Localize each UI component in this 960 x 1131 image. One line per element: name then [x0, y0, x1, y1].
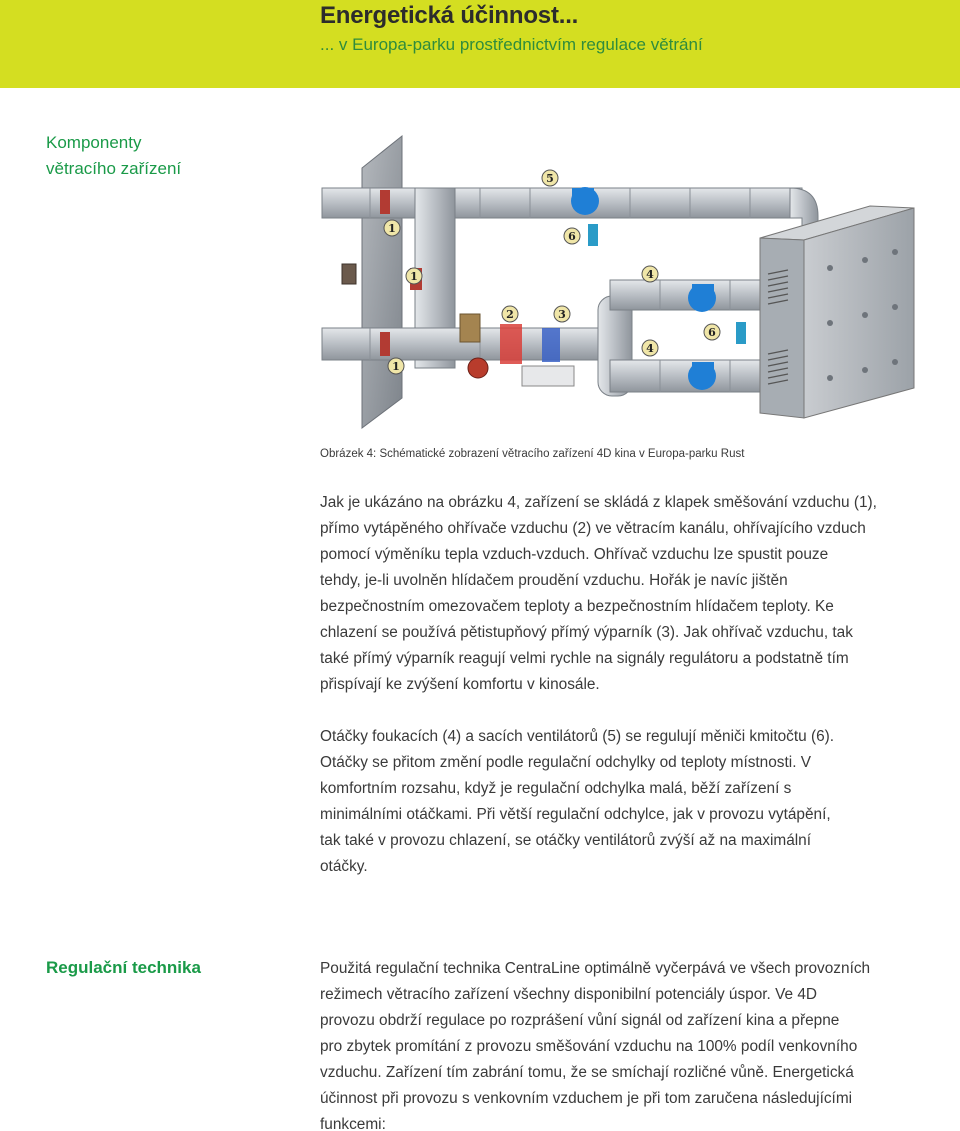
label-4a: [642, 266, 658, 282]
label-6b: [704, 324, 720, 340]
ventilation-diagram: [310, 128, 930, 440]
label-1c: [388, 358, 404, 374]
damper-icon: [380, 190, 390, 214]
evaporator-icon: [542, 328, 560, 362]
fan-icon: [688, 284, 716, 312]
heater-unit-icon: [460, 314, 480, 342]
frequency-converter-icon: [736, 322, 746, 344]
paragraph-fans: [320, 724, 920, 880]
text-line: režimech větracího zařízení všechny disponibilní potenciály úspor. Ve 4D: [320, 986, 818, 1003]
text-line: Jak je ukázáno na obrázku 4, zařízení se skládá z klapek směšování vzduchu (1),: [320, 494, 877, 511]
text-line: chlazení se používá pětistupňový přímý výparník (3). Jak ohřívač vzduchu, tak: [320, 624, 853, 641]
label-1a: [384, 220, 400, 236]
section-heading-control: Regulační technika: [46, 958, 201, 977]
label-number: 4: [646, 342, 654, 355]
label-number: 1: [410, 270, 418, 283]
label-number: 5: [546, 172, 554, 185]
fan-icon: [688, 362, 716, 390]
frequency-converter-icon: [588, 224, 598, 246]
text-line: přispívají ke zvýšení komfortu v kinosále.: [320, 676, 600, 693]
figure-caption: Obrázek 4: Schématické zobrazení větracího zařízení 4D kina v Europa-parku Rust: [320, 448, 745, 460]
section-heading-line: větracího zařízení: [46, 159, 182, 178]
label-6a: [564, 228, 580, 244]
label-number: 2: [506, 308, 514, 321]
page-title: Energetická účinnost...: [320, 2, 579, 29]
label-3: [554, 306, 570, 322]
text-line: tak také v provozu chlazení, se otáčky ventilátorů zvýší až na maximální: [320, 832, 812, 849]
label-1b: [406, 268, 422, 284]
fan-icon: [571, 187, 599, 215]
label-number: 1: [388, 222, 396, 235]
label-2: [502, 306, 518, 322]
text-line: minimálními otáčkami. Při větší regulační odchylce, jak v provozu vytápění,: [320, 806, 831, 823]
label-number: 1: [392, 360, 400, 373]
section-heading-components: [46, 130, 181, 182]
text-line: Otáčky se přitom změní podle regulační odchylky od teploty místnosti. V: [320, 754, 812, 771]
page-subtitle: ... v Europa-parku prostřednictvím regulace větrání: [320, 35, 703, 54]
text-line: funkcemi:: [320, 1116, 386, 1131]
section-heading-line: Komponenty: [46, 133, 142, 152]
duct-top: [322, 188, 802, 218]
paragraph-control: [320, 956, 920, 1131]
text-line: vzduchu. Zařízení tím zabrání tomu, že se smíchají rozličné vůně. Energetická: [320, 1064, 854, 1081]
label-number: 6: [568, 230, 576, 243]
text-line: tehdy, je-li uvolněn hlídačem proudění vzduchu. Hořák je navíc jištěn: [320, 572, 788, 589]
burner-icon: [468, 358, 488, 378]
text-line: otáčky.: [320, 858, 368, 875]
label-5: [542, 170, 558, 186]
controller-icon: [342, 264, 356, 284]
text-line: přímo vytápěného ohřívače vzduchu (2) ve větracím kanálu, ohřívajícího vzduch: [320, 520, 866, 537]
text-line: provozu obdrží regulace po rozprášení vůní signál od zařízení kina a přepne: [320, 1012, 840, 1029]
label-number: 6: [708, 326, 716, 339]
label-number: 4: [646, 268, 654, 281]
paragraph-components: [320, 490, 920, 698]
text-line: pro zbytek promítání z provozu směšování vzduchu na 100% podíl venkovního: [320, 1038, 858, 1055]
label-4b: [642, 340, 658, 356]
text-line: účinnost při provozu s venkovním vzduchem je při tom zaručena následujícími: [320, 1090, 853, 1107]
condenser-unit-icon: [522, 366, 574, 386]
header-banner: [0, 0, 960, 88]
heater-icon: [500, 324, 522, 364]
cinema-box-front: [760, 238, 804, 418]
outer-wall: [362, 136, 402, 428]
label-number: 3: [558, 308, 566, 321]
text-line: Použitá regulační technika CentraLine optimálně vyčerpává ve všech provozních: [320, 960, 871, 977]
text-line: také přímý výparník reagují velmi rychle na signály regulátoru a podstatně tím: [320, 650, 849, 667]
damper-icon: [380, 332, 390, 356]
text-line: Otáčky foukacích (4) a sacích ventilátorů (5) se regulují měniči kmitočtu (6).: [320, 728, 835, 745]
text-line: komfortním rozsahu, když je regulační odchylka malá, běží zařízení s: [320, 780, 792, 797]
cinema-box-side: [804, 208, 914, 418]
text-line: bezpečnostním omezovačem teploty a bezpečnostním hlídačem teploty. Ke: [320, 598, 834, 615]
text-line: pomocí výměníku tepla vzduch-vzduch. Ohřívač vzduchu lze spustit pouze: [320, 546, 829, 563]
